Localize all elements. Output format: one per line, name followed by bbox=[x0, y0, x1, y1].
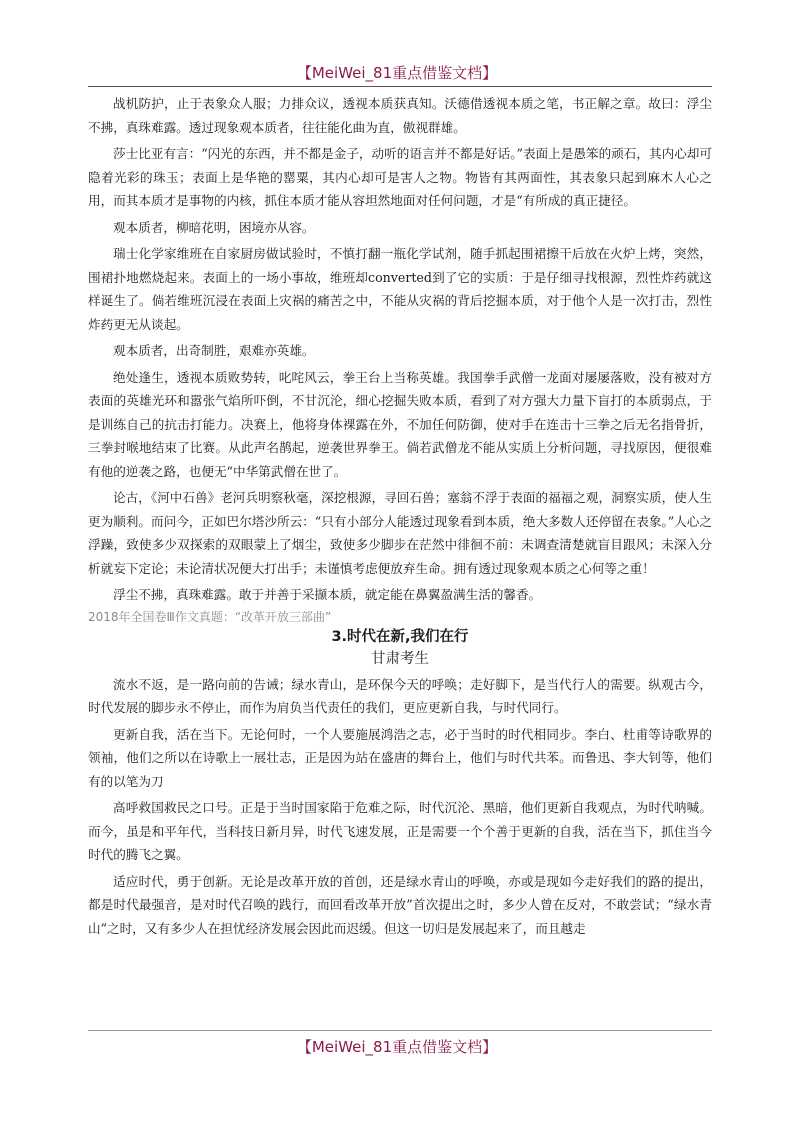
paragraph: 观本质者，出奇制胜，艰难亦英雄。 bbox=[113, 343, 315, 358]
document-body bbox=[88, 92, 712, 943]
essay-title: 3.时代在新,我们在行 bbox=[331, 628, 469, 645]
paragraph: 绝处逢生，透视本质败势转，叱咤风云，拳王台上当称英雄。我国拳手武僧一龙面对屡屡落败，没有被对方表面的英雄光环和嚣张气焰所吓倒，不甘沉沦，细心挖掘失败本质，看到了对方强大力量下盲打的本质弱点，于是训练自己的抗击打能力。决赛上，他将身体裸露在外，不加任何防御，使对手在连击十三拳之后无名指骨折，三拳封喉地结束了比赛。从此声名鹊起，逆袭世界拳王。倘若武僧龙不能从实质上分析问题，寻找原因，便很难有他的逆袭之路，也便无“中华第武僧在世了。 bbox=[88, 369, 712, 479]
document-footer: 【MeiWei_81重点借鉴文档】 bbox=[296, 1038, 498, 1056]
paragraph: 浮尘不拂，真珠难露。敢于并善于采撷本质，就定能在鼻翼盈满生活的馨香。 bbox=[113, 587, 542, 602]
paragraph: 莎士比亚有言：“闪光的东西，并不都是金子，动听的语言并不都是好话。”表面上是愚笨的顽石，其内心却可隐着光彩的珠玉；表面上是华艳的罂粟，其内心却可是害人之物。物皆有其两面性，其表象只起到麻木人心之用，而其本质才是事物的内核，抓住本质才能从容坦然地面对任何问题，才是“有所成的真正捷径。 bbox=[88, 146, 712, 208]
paragraph: 高呼救国救民之口号。正是于当时国家陷于危难之际，时代沉沦、黑暗，他们更新自我观点，为时代呐喊。而今，虽是和平年代，当科技日新月异，时代飞速发展，正是需要一个个善于更新的自我，活在当下，抓住当今时代的腾飞之翼。 bbox=[88, 800, 712, 862]
header-divider bbox=[88, 86, 712, 87]
essay-author: 甘肃考生 bbox=[371, 650, 429, 667]
paragraph: 更新自我，活在当下。无论何时，一个人要施展鸿浩之志，必于当时的时代相同步。李白、杜甫等诗歌界的领袖，他们之所以在诗歌上一展壮志，正是因为站在盛唐的舞台上，他们与时代共苯。而鲁迅、李大钊等，他们有的以笔为刀 bbox=[88, 726, 712, 789]
paragraph: 适应时代，勇于创新。无论是改革开放的首创，还是绿水青山的呼唤，亦或是现如今走好我们的路的提出，都是时代最强音，是对时代召唤的践行，而回看改革开放”首次提出之时，多少人曾在反对，不敢尝试；“绿水青山”之时，又有多少人在担忧经济发展会因此而迟缓。但这一切归是发展起来了，而且越走 bbox=[88, 873, 712, 936]
paragraph: 观本质者，柳暗花明，困境亦从容。 bbox=[113, 219, 315, 235]
document-header: 【MeiWei_81重点借鉴文档】 bbox=[296, 64, 498, 82]
paragraph: 瑞士化学家维班在自家厨房做试验时，不慎打翻一瓶化学试剂，随手抓起围裙擦干后放在火炉上烤，突然，围裙扑地燃烧起来。表面上的一场小事故，维班却converted到了它的实质：于是仔细寻找根源，烈性炸药就这样诞生了。倘若维班沉浸在表面上灾祸的痛苦之中，不能从灾祸的背后挖掘本质，对于他个人是一次打击，烈性炸药更无从谈起。 bbox=[88, 246, 712, 332]
paragraph: 论古，《河中石兽》老河兵明察秋毫，深挖根源，寻回石兽；塞翁不浮于表面的福福之观，洞察实质，使人生更为顺利。而问今，正如巴尔塔沙所云：“只有小部分人能透过现象看到本质，绝大多数人还停留在表象。”人心之浮躁，致使多少双探索的双眼蒙上了烟尘，致使多少脚步在茫然中徘徊不前：未调查清楚就盲目跟风；未深入分析就妄下定论；未论清状况便大打出手；未谨慎考虑便放弃生命。拥有透过现象观本质之心何等之重！ bbox=[88, 490, 712, 576]
paragraph: 战机防护，止于表象众人服；力排众议，透视本质获真知。沃德借透视本质之笔，书正解之章。故曰：浮尘不拂，真珠难露。透过现象观本质者，往往能化曲为直，傲视群雄。 bbox=[88, 96, 712, 135]
paragraph: 流水不返，是一路向前的告诫；绿水青山，是环保今天的呼唤；走好脚下，是当代行人的需要。纵观古今，时代发展的脚步永不停止，而作为肩负当代责任的我们，更应更新自我，与时代同行。 bbox=[88, 676, 712, 715]
exam-note: 2018年全国卷Ⅲ作文真题：“改革开放三部曲” bbox=[88, 609, 332, 624]
footer-divider bbox=[88, 1030, 712, 1031]
